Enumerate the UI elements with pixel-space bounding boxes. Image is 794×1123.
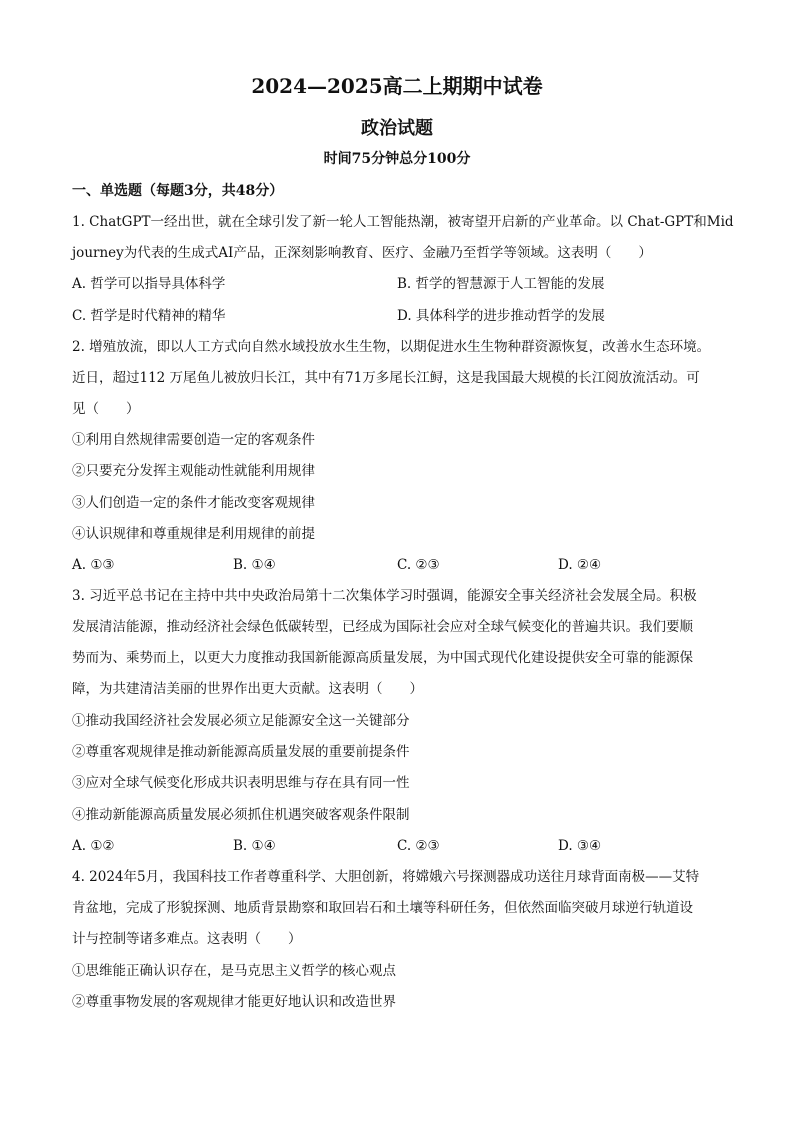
section-heading: 一、单选题（每题3分，共48分） [72,183,284,199]
q2-statement-4: ④认识规律和尊重规律是利用规律的前提 [72,526,315,542]
q3-statement-4: ④推动新能源高质量发展必须抓住机遇突破客观条件限制 [72,807,410,823]
q4-line-1: 4. 2024年5月，我国科技工作者尊重科学、大胆创新，将嫦娥六号探测器成功送往月球背面南极——艾特 [72,869,700,885]
q3-statement-1: ①推动我国经济社会发展必须立足能源安全这一关键部分 [72,713,410,729]
q2-option-b: B. ①④ [233,557,276,573]
q4-line-2: 肯盆地，完成了形貌探测、地质背景勘察和取回岩石和土壤等科研任务，但依然面临突破月球逆行轨道设 [72,900,693,916]
q2-line-1: 2. 增殖放流，即以人工方式向自然水域投放水生生物，以期促进水生生物种群资源恢复，改善水生态环境。 [72,339,711,355]
q3-option-c: C. ②③ [397,838,440,854]
q3-option-d: D. ③④ [558,838,602,854]
q3-option-b: B. ①④ [233,838,276,854]
q2-line-2: 近日，超过112 万尾鱼儿被放归长江，其中有71万多尾长江鲟，这是我国最大规模的长江阅放流活动。可 [72,370,700,386]
q3-statement-2: ②尊重客观规律是推动新能源高质量发展的重要前提条件 [72,744,410,760]
q2-statement-3: ③人们创造一定的条件才能改变客观规律 [72,495,315,511]
q2-option-a: A. ①③ [72,557,115,573]
q1-option-b: B. 哲学的智慧源于人工智能的发展 [397,276,605,292]
q3-line-3: 势而为、乘势而上，以更大力度推动我国新能源高质量发展，为中国式现代化建设提供安全可靠的能源保 [72,650,693,666]
q4-statement-2: ②尊重事物发展的客观规律才能更好地认识和改造世界 [72,994,396,1010]
q2-option-d: D. ②④ [558,557,602,573]
q3-statement-3: ③应对全球气候变化形成共识表明思维与存在具有同一性 [72,775,410,791]
q3-line-4: 障，为共建清洁美丽的世界作出更大贡献。这表明（ ） [72,681,423,697]
q3-line-2: 发展清洁能源，推动经济社会绿色低碳转型，已经成为国际社会应对全球气候变化的普遍共识。我们要顺 [72,619,693,635]
q2-statement-2: ②只要充分发挥主观能动性就能利用规律 [72,463,315,479]
q1-option-c: C. 哲学是时代精神的精华 [72,308,226,324]
q2-line-3: 见（ ） [72,401,140,417]
q1-line-2: journey为代表的生成式AI产品，正深刻影响教育、医疗、金融乃至哲学等领域。这表明（ ） [72,245,652,261]
q1-line-1: 1. ChatGPT一经出世，就在全球引发了新一轮人工智能热潮，被寄望开启新的产业革命。以 Chat-GPT和Mid [72,214,734,230]
q1-option-d: D. 具体科学的进步推动哲学的发展 [397,308,605,324]
q3-line-1: 3. 习近平总书记在主持中共中央政治局第十二次集体学习时强调，能源安全事关经济社会发展全局。积极 [72,588,697,604]
q4-statement-1: ①思维能正确认识存在，是马克思主义哲学的核心观点 [72,963,396,979]
time-info: 时间75分钟总分100分 [323,151,471,167]
q1-option-a: A. 哲学可以指导具体科学 [72,276,226,292]
q2-option-c: C. ②③ [397,557,440,573]
exam-title: 2024—2025高二上期期中试卷 [251,74,543,98]
subject-title: 政治试题 [361,118,433,139]
q2-statement-1: ①利用自然规律需要创造一定的客观条件 [72,432,315,448]
q4-line-3: 计与控制等诸多难点。这表明（ ） [72,931,302,947]
q3-option-a: A. ①② [72,838,115,854]
